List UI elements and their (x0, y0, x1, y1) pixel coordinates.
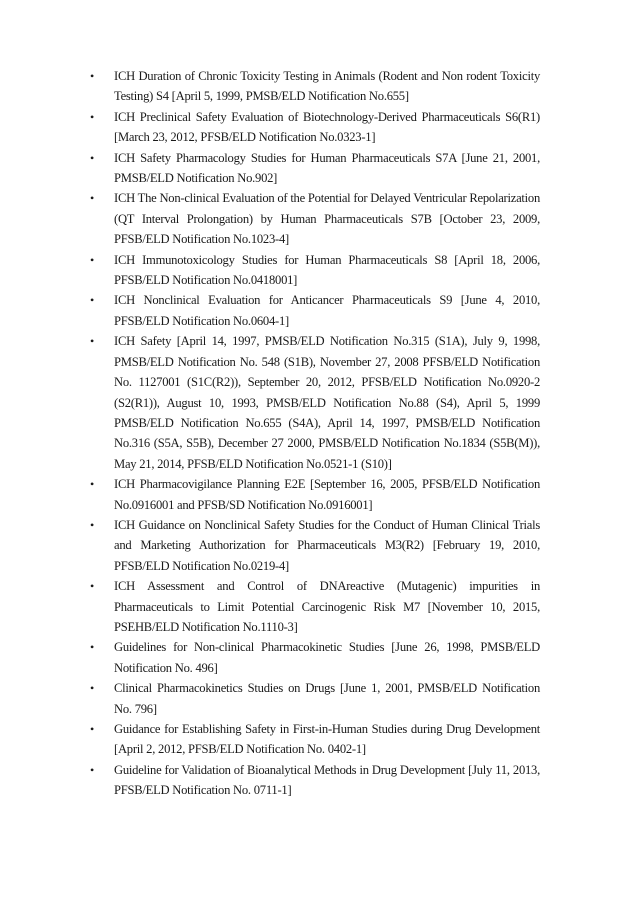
bullet-icon (90, 188, 104, 208)
bullet-icon (90, 576, 104, 596)
reference-text: ICH The Non-clinical Evaluation of the Potential for Delayed Ventricular Repolarization (QT Interval Prolongation) by Human Pharmaceuticals S7B [October 23, 2009, PFSB/ELD Notification No.1023-4] (114, 191, 540, 247)
reference-text: Guidelines for Non-clinical Pharmacokinetic Studies [June 26, 1998, PMSB/ELD Notification No. 496] (114, 640, 540, 675)
reference-text: Guidance for Establishing Safety in First-in-Human Studies during Drug Development [April 2, 2012, PFSB/ELD Notification No. 0402-1] (114, 722, 540, 757)
bullet-icon (90, 515, 104, 535)
reference-text: ICH Safety [April 14, 1997, PMSB/ELD Notification No.315 (S1A), July 9, 1998, PMSB/ELD Notification No. 548 (S1B), November 27, 2008 PFSB/ELD Notification No. 1127001 (S1C(R2)), September 20, 2012, PFSB/ELD Notification No.0920-2 (S2(R1)), August 10, 1993, PMSB/ELD Notification No.88 (S4), April 5, 1999 PMSB/ELD Notification No.655 (S4A), April 14, 1997, PMSB/ELD Notification No.316 (S5A, S5B), December 27 2000, PMSB/ELD Notification No.1834 (S5B(M)), May 21, 2014, PFSB/ELD Notification No.0521-1 (S10)] (114, 334, 540, 471)
reference-text: ICH Immunotoxicology Studies for Human Pharmaceuticals S8 [April 18, 2006, PFSB/ELD Notification No.0418001] (114, 252, 540, 288)
list-item (88, 760, 540, 801)
reference-text: ICH Pharmacovigilance Planning E2E [September 16, 2005, PFSB/ELD Notification No.0916001 and PFSB/SD Notification No.0916001] (114, 477, 540, 512)
bullet-icon (90, 637, 104, 657)
bullet-icon (90, 760, 104, 780)
list-item (88, 250, 540, 291)
list-item (88, 678, 540, 719)
list-item (88, 290, 540, 331)
bullet-icon (90, 474, 104, 494)
list-item (88, 515, 540, 576)
bullet-icon (90, 290, 104, 310)
reference-text: Guideline for Validation of Bioanalytical Methods in Drug Development [July 11, 2013, PFSB/ELD Notification No. 0711-1] (114, 762, 540, 798)
list-item (88, 637, 540, 678)
list-item (88, 331, 540, 474)
reference-text: ICH Guidance on Nonclinical Safety Studies for the Conduct of Human Clinical Trials and Marketing Authorization for Pharmaceuticals M3(R2) [February 19, 2010, PFSB/ELD Notification No.0219-4] (114, 517, 540, 573)
reference-text: Clinical Pharmacokinetics Studies on Drugs [June 1, 2001, PMSB/ELD Notification No. 796] (114, 681, 540, 716)
bullet-icon (90, 719, 104, 739)
list-item (88, 188, 540, 249)
bullet-icon (90, 250, 104, 270)
reference-text: ICH Preclinical Safety Evaluation of Biotechnology-Derived Pharmaceuticals S6(R1) [March 23, 2012, PFSB/ELD Notification No.0323-1] (114, 109, 540, 145)
list-item (88, 719, 540, 760)
list-item (88, 107, 540, 148)
bullet-icon (90, 678, 104, 698)
reference-text: ICH Assessment and Control of DNAreactive (Mutagenic) impurities in Pharmaceuticals to Limit Potential Carcinogenic Risk M7 [November 10, 2015, PSEHB/ELD Notification No.1110-3] (114, 579, 540, 634)
reference-list (88, 66, 540, 801)
reference-text: ICH Duration of Chronic Toxicity Testing in Animals (Rodent and Non rodent Toxicity Testing) S4 [April 5, 1999, PMSB/ELD Notification No.655] (114, 69, 540, 104)
list-item (88, 66, 540, 107)
reference-text: ICH Nonclinical Evaluation for Anticancer Pharmaceuticals S9 [June 4, 2010, PFSB/ELD Notification No.0604-1] (114, 293, 540, 328)
reference-text: ICH Safety Pharmacology Studies for Human Pharmaceuticals S7A [June 21, 2001, PMSB/ELD Notification No.902] (114, 150, 540, 186)
bullet-icon (90, 331, 104, 351)
list-item (88, 576, 540, 637)
bullet-icon (90, 66, 104, 86)
bullet-icon (90, 148, 104, 168)
list-item (88, 148, 540, 189)
bullet-icon (90, 107, 104, 127)
list-item (88, 474, 540, 515)
